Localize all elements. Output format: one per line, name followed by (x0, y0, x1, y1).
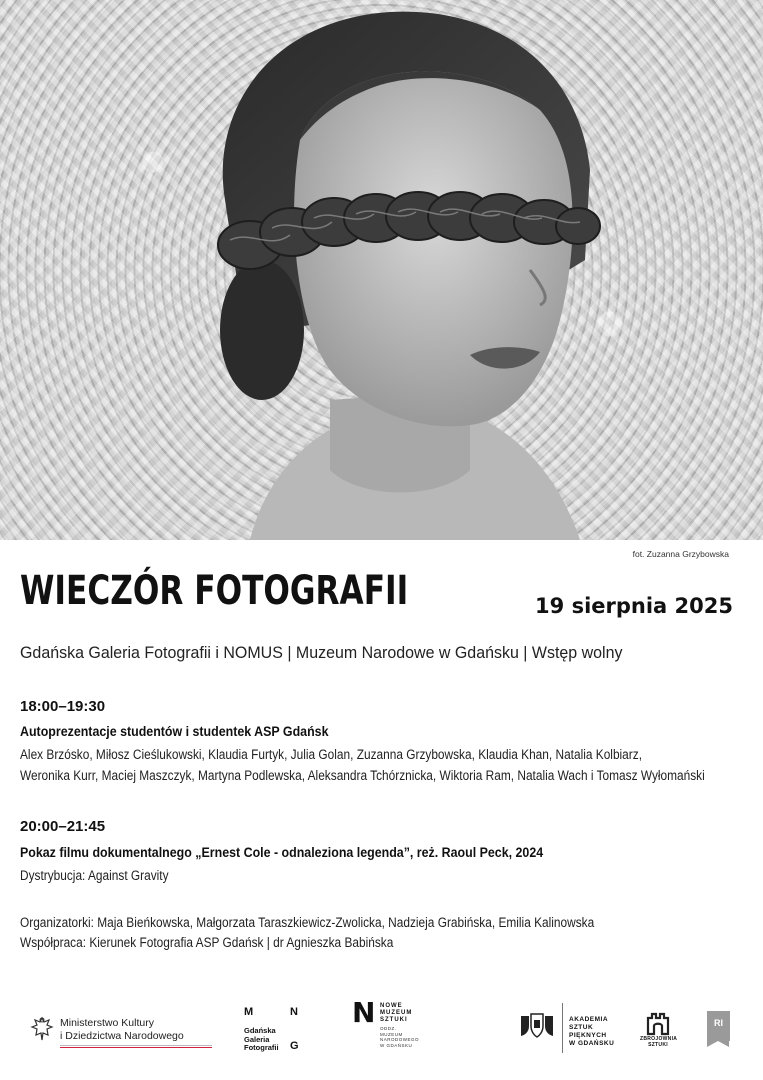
ggf-words (244, 1027, 279, 1053)
program-2-line-1: Dystrybucja: Against Gravity (20, 868, 169, 883)
asp-line-4: W GDAŃSKU (569, 1040, 615, 1047)
asp-line-3: PIĘKNYCH (569, 1032, 607, 1039)
nomus-line-3: SZTUKI (380, 1017, 408, 1023)
eagle-icon (30, 1015, 54, 1045)
nomus-small-1: ODDZ. (380, 1026, 397, 1031)
crest-icon (519, 1012, 555, 1038)
ggf-line-2: Galeria (244, 1034, 270, 1044)
mkidn-line-1: Ministerstwo Kultury (60, 1017, 154, 1029)
nomus-line-2: MUZEUM (380, 1010, 413, 1016)
nomus-small-4: W GDAŃSKU (380, 1042, 413, 1048)
nomus-letter: N (352, 996, 376, 1029)
ri-ribbon-tail (707, 1041, 729, 1047)
nomus-small-text (380, 1026, 419, 1048)
zbrojownia-text (640, 1036, 676, 1048)
organizers-line: Organizatorki: Maja Bieńkowska, Małgorzata Taraszkiewicz-Zwolicka, Nadzieja Grabińska, Emilia Kalinowska (20, 915, 595, 930)
program-1-heading: Autoprezentacje studentów i studentek ASP Gdańsk (20, 724, 329, 739)
program-2-heading: Pokaz filmu dokumentalnego „Ernest Cole - odnaleziona legenda”, reż. Raoul Peck, 2024 (20, 845, 544, 860)
program-2-time: 20:00–21:45 (20, 818, 106, 835)
program-1-time: 18:00–19:30 (20, 698, 106, 715)
nomus-small-2: MUZEUM (380, 1031, 403, 1037)
nomus-line-1: NOWE (380, 1003, 403, 1009)
asp-line-1: AKADEMIA (569, 1016, 609, 1023)
mkidn-line-2: i Dziedzictwa Narodowego (60, 1030, 184, 1042)
photo-credit: fot. Zuzanna Grzybowska (632, 549, 729, 559)
event-date: 19 sierpnia 2025 (535, 594, 733, 618)
ggf-g: G (290, 1040, 299, 1052)
ggf-m: M (244, 1006, 254, 1018)
ri-label: RI (714, 1018, 723, 1028)
ggf-line-3: Fotografii (244, 1043, 279, 1052)
asp-logo-text (569, 1016, 614, 1048)
cooperation-line: Współpraca: Kierunek Fotografia ASP Gdańsk | dr Agnieszka Babińska (20, 935, 394, 950)
tower-icon (640, 1008, 676, 1036)
nomus-logo (352, 996, 422, 1055)
asp-line-2: SZTUK (569, 1024, 594, 1031)
mkidn-logo (30, 1013, 190, 1053)
ggf-logo (244, 1006, 306, 1056)
program-1-line-1: Alex Brzósko, Miłosz Cieślukowski, Klaudia Furtyk, Julia Golan, Zuzanna Grzybowska, Klaudia Khan, Natalia Kolbiarz, (20, 747, 642, 762)
event-title: WIECZÓR FOTOGRAFII (20, 568, 409, 614)
asp-separator (562, 1003, 563, 1053)
zbrojownia-line-1: ZBROJOWNIA (640, 1036, 678, 1042)
nomus-text (380, 1003, 412, 1024)
ggf-n: N (290, 1006, 298, 1018)
nomus-small-3: NARODOWEGO (380, 1037, 420, 1042)
event-venue: Gdańska Galeria Fotografii i NOMUS | Muzeum Narodowe w Gdańsku | Wstęp wolny (20, 643, 623, 662)
ggf-line-1: Gdańska (244, 1026, 276, 1035)
zbrojownia-line-2: SZTUKI (648, 1042, 668, 1048)
mkidn-flag-bar (60, 1045, 212, 1048)
zbrojownia-logo (640, 1008, 676, 1052)
program-1-line-2: Weronika Kurr, Maciej Maszczyk, Martyna Podlewska, Aleksandra Tchórznicka, Wiktoria Ram, Natalia Wach i Tomasz Wyłomański (20, 768, 705, 783)
ri-logo (707, 1011, 730, 1047)
